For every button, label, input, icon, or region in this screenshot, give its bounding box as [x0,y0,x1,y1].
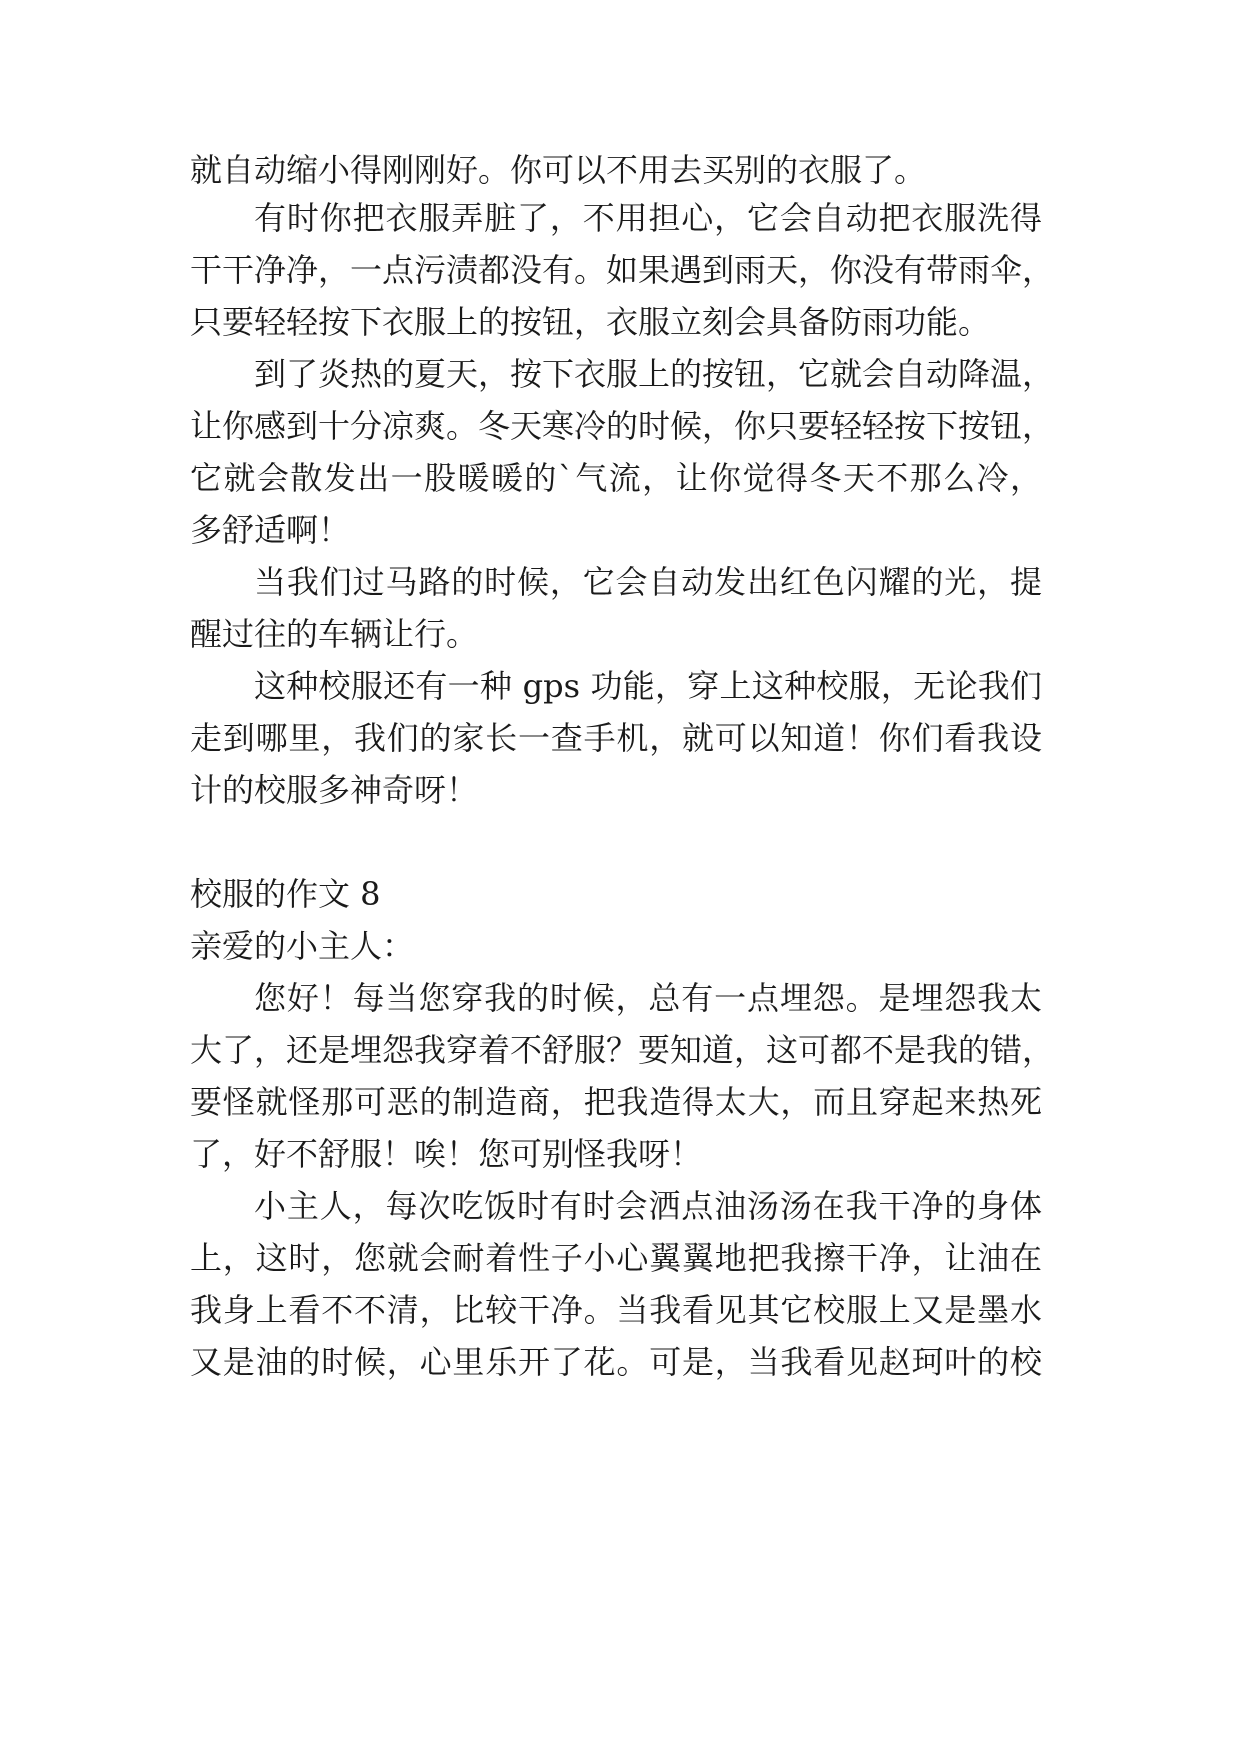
text-line: 它就会散发出一股暖暖的`气流，让你觉得冬天不那么冷， [190,459,1042,497]
paragraph-first-line: 这种校服还有一种 gps 功能，穿上这种校服，无论我们 [254,667,1042,705]
text-line: 让你感到十分凉爽。冬天寒冷的时候，你只要轻轻按下按钮， [190,407,1055,445]
salutation: 亲爱的小主人： [190,927,415,965]
text-line: 就自动缩小得刚刚好。你可以不用去买别的衣服了。 [190,151,927,189]
paragraph-first-line: 小主人，每次吃饭时有时会洒点油汤汤在我干净的身体 [254,1187,1042,1225]
paragraph-first-line: 到了炎热的夏天，按下衣服上的按钮，它就会自动降温， [254,355,1055,393]
text-line: 我身上看不不清，比较干净。当我看见其它校服上又是墨水 [190,1291,1042,1329]
text-line: 多舒适啊！ [190,511,351,549]
text-line: 又是油的时候，心里乐开了花。可是，当我看见赵珂叶的校 [190,1343,1042,1381]
essay-heading: 校服的作文 8 [190,875,381,913]
text-line: 只要轻轻按下衣服上的按钮，衣服立刻会具备防雨功能。 [190,303,991,341]
text-line: 干干净净，一点污渍都没有。如果遇到雨天，你没有带雨伞， [190,251,1055,289]
text-line: 计的校服多神奇呀！ [190,771,479,809]
text-line: 走到哪里，我们的家长一查手机，就可以知道！你们看我设 [190,719,1042,757]
paragraph-first-line: 有时你把衣服弄脏了，不用担心，它会自动把衣服洗得 [254,199,1042,237]
text-line: 了，好不舒服！唉！您可别怪我呀！ [190,1135,703,1173]
text-line: 大了，还是埋怨我穿着不舒服？要知道，这可都不是我的错， [190,1031,1055,1069]
text-line: 上，这时，您就会耐着性子小心翼翼地把我擦干净，让油在 [190,1239,1042,1277]
text-line: 醒过往的车辆让行。 [190,615,479,653]
paragraph-first-line: 当我们过马路的时候，它会自动发出红色闪耀的光，提 [254,563,1042,601]
text-line: 要怪就怪那可恶的制造商，把我造得太大，而且穿起来热死 [190,1083,1042,1121]
paragraph-first-line: 您好！每当您穿我的时候，总有一点埋怨。是埋怨我太 [254,979,1042,1017]
